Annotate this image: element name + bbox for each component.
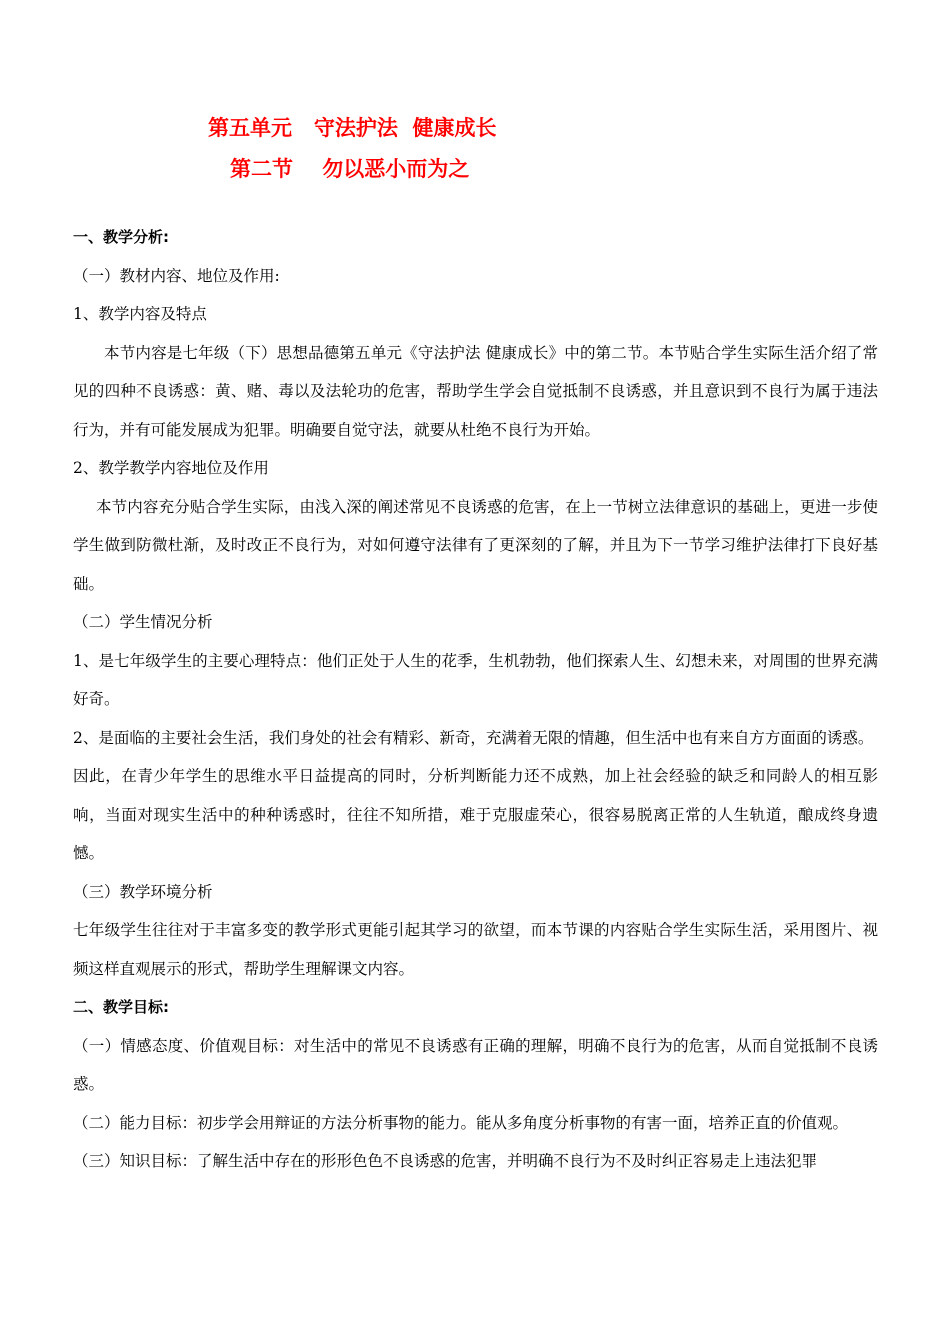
document-body	[73, 218, 878, 1181]
paragraph-content-intro: 本节内容是七年级（下）思想品德第五单元《守法护法 健康成长》中的第二节。本节贴合学生实际生活介绍了常见的四种不良诱惑：黄、赌、毒以及法轮功的危害，帮助学生学会自觉抵制不良诱惑，并且意识到不良行为属于违法行为，并有可能发展成为犯罪。明确要自觉守法，就要从杜绝不良行为开始。	[73, 343, 878, 439]
paragraph-goal-ability: （二）能力目标：初步学会用辩证的方法分析事物的能力。能从多角度分析事物的有害一面，培养正直的价值观。	[73, 1113, 849, 1132]
item-content-features: 1、教学内容及特点	[73, 305, 207, 323]
paragraph-goal-emotion: （一）情感态度、价值观目标：对生活中的常见不良诱惑有正确的理解，明确不良行为的危害，从而自觉抵制不良诱惑。	[73, 1036, 878, 1093]
subheading-environment: （三）教学环境分析	[73, 882, 213, 901]
heading-teaching-analysis: 一、教学分析:	[73, 228, 169, 246]
paragraph-student-point-1: 1、是七年级学生的主要心理特点：他们正处于人生的花季，生机勃勃，他们探索人生、幻想未来，对周围的世界充满好奇。	[73, 651, 878, 708]
unit-title: 第五单元 守法护法 健康成长	[208, 116, 497, 140]
paragraph-student-conclusion: 因此，在青少年学生的思维水平日益提高的同时，分析判断能力还不成熟，加上社会经验的缺乏和同龄人的相互影响，当面对现实生活中的种种诱惑时，往往不知所措，难于克服虚荣心，很容易脱离正常的人生轨道，酿成终身遗憾。	[73, 767, 878, 862]
paragraph-goal-knowledge: （三）知识目标：了解生活中存在的形形色色不良诱惑的危害，并明确不良行为不及时纠正容易走上违法犯罪	[73, 1152, 818, 1170]
paragraph-content-position: 本节内容充分贴合学生实际，由浅入深的阐述常见不良诱惑的危害，在上一节树立法律意识的基础上，更进一步使学生做到防微杜渐，及时改正不良行为，对如何遵守法律有了更深刻的了解，并且为下一节学习维护法律打下良好基础。	[73, 497, 878, 593]
item-content-position: 2、教学教学内容地位及作用	[73, 459, 269, 477]
subheading-students: （二）学生情况分析	[73, 613, 213, 631]
subheading-material: （一）教材内容、地位及作用:	[73, 266, 280, 285]
section-title: 第二节 勿以恶小而为之	[230, 157, 470, 181]
paragraph-environment: 七年级学生往往对于丰富多变的教学形式更能引起其学习的欲望，而本节课的内容贴合学生实际生活，采用图片、视频这样直观展示的形式，帮助学生理解课文内容。	[73, 921, 878, 978]
heading-teaching-goals: 二、教学目标:	[73, 998, 169, 1016]
paragraph-student-point-2: 2、是面临的主要社会生活，我们身处的社会有精彩、新奇，充满着无限的情趣，但生活中也有来自方方面面的诱惑。	[73, 728, 874, 747]
